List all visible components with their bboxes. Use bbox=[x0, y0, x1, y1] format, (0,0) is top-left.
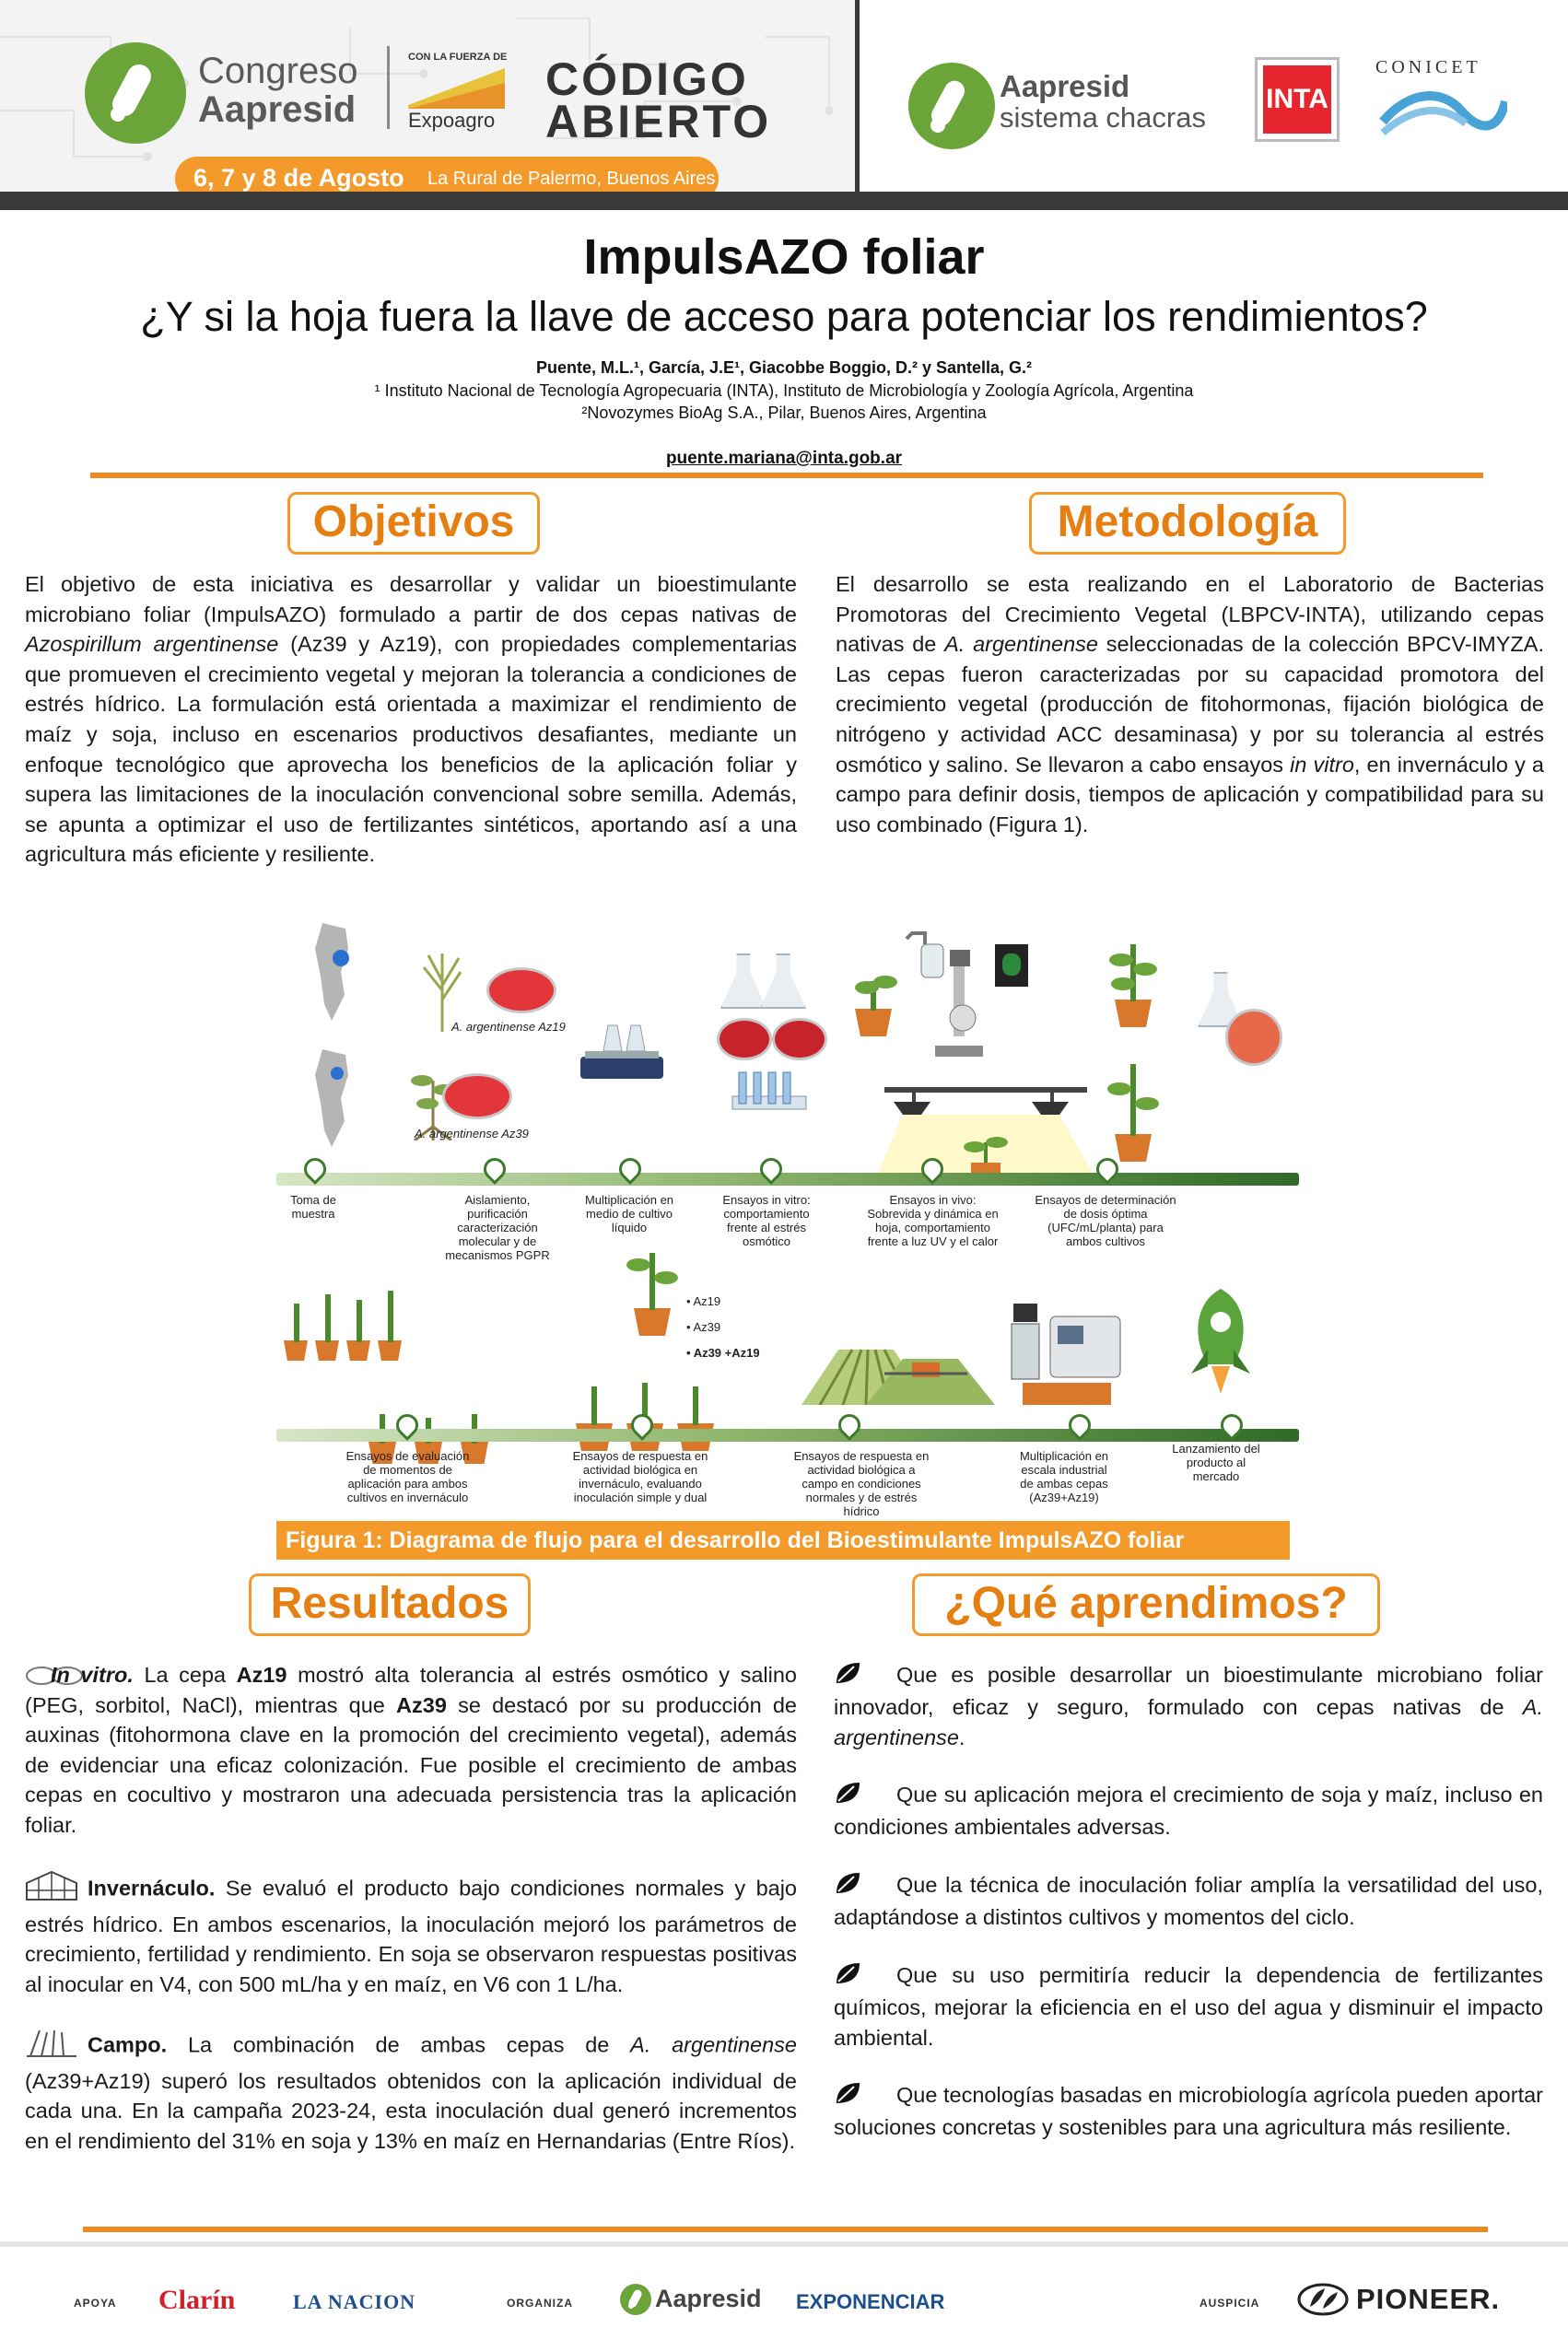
exponencial-logo: EXPONENCIAR bbox=[796, 2290, 945, 2313]
industrial-fermenter-icon bbox=[1004, 1294, 1124, 1414]
petri-dish-icon bbox=[486, 967, 556, 1013]
invitro-title: In vitro. bbox=[51, 1663, 134, 1687]
step-label: Multiplicación en escala industrial de ambas cepas (Az39+Az19) bbox=[1019, 1449, 1109, 1504]
rocket-launch-icon bbox=[1175, 1285, 1267, 1396]
inta-logo-text: INTA bbox=[1263, 65, 1331, 134]
email-link[interactable]: puente.mariana@inta.gob.ar bbox=[665, 449, 903, 468]
shaker-incubator-icon bbox=[571, 1020, 673, 1084]
dates-label: 6, 7 y 8 de Agosto bbox=[193, 164, 404, 192]
clarin-logo: Clarín bbox=[158, 2285, 236, 2315]
treatment-az39: Az39 bbox=[693, 1320, 721, 1334]
greenhouse-icon bbox=[25, 1870, 78, 1910]
aprendimos-item-text: Que su uso permitiría reducir la dependencia de fertilizantes químicos, mejorar la eficiencia en el uso del agua y disminuir el impacto ambiental. bbox=[834, 1963, 1543, 2050]
invitro-az39: Az39 bbox=[396, 1692, 447, 1717]
micrograph-image bbox=[995, 944, 1028, 987]
petri-dish-icon-5 bbox=[1225, 1009, 1282, 1066]
treatment-label: • Az19 bbox=[686, 1294, 721, 1308]
resultados-heading: Resultados bbox=[249, 1573, 531, 1636]
objetivos-heading: Objetivos bbox=[287, 492, 540, 555]
aprendimos-item bbox=[834, 1960, 1543, 2053]
metodologia-species: A. argentinense bbox=[944, 632, 1098, 657]
header-vertical-divider bbox=[855, 0, 860, 193]
header-separator bbox=[387, 46, 390, 129]
aprendimos-item bbox=[834, 1660, 1543, 1752]
petri-dish-icon-3 bbox=[717, 1018, 772, 1060]
sistema-chacras-label: sistema chacras bbox=[1000, 101, 1206, 134]
microscope-icon bbox=[926, 944, 990, 1064]
sistema-chacras-logo-icon bbox=[908, 63, 995, 149]
auspicia-label: AUSPICIA bbox=[1199, 2297, 1260, 2310]
metodologia-text-c: , en invernáculo y a campo para definir dosis, tiempos de aplicación y compatibilidad para su uso combinado (Figura 1). bbox=[836, 752, 1544, 836]
poster-header bbox=[0, 0, 1568, 210]
leaf-icon bbox=[834, 1661, 896, 1693]
aprendimos-item bbox=[834, 2080, 1543, 2143]
aprendimos-item-end: . bbox=[958, 1725, 965, 1749]
objetivos-text bbox=[25, 569, 797, 870]
metodologia-invitro: in vitro bbox=[1290, 752, 1354, 777]
leaf-icon bbox=[834, 1961, 896, 1994]
aprendimos-item-text: Que tecnologías basadas en microbiología agrícola pueden aportar soluciones concretas y sostenibles para una agricultura más resiliente. bbox=[834, 2083, 1543, 2140]
header-bottom-bar bbox=[0, 192, 1568, 210]
authors: Puente, M.L.¹, García, J.E¹, Giacobbe Boggio, D.² y Santella, G.² bbox=[535, 358, 1033, 377]
treatment-dual: Az39 +Az19 bbox=[693, 1346, 760, 1360]
step-label: Ensayos de determinación de dosis óptima (UFC/mL/planta) para ambos cultivos bbox=[1035, 1193, 1176, 1248]
step-label: Aislamiento, purificación caracterización molecular y de mecanismos PGPR bbox=[445, 1193, 550, 1262]
expoagro-label: Expoagro bbox=[408, 109, 496, 132]
flask-icon bbox=[720, 953, 766, 1009]
leaf-icon bbox=[834, 2081, 896, 2113]
congreso-label: Congreso bbox=[198, 51, 358, 91]
aapresid-footer-label: Aapresid bbox=[655, 2285, 762, 2312]
invitro-text-e: se destacó por su producción de auxinas (fitohormona clave en la promoción del crecimiento vegetal), además de evidenciar una eficaz colonización. Fue posible el crecimiento de ambas cepas en cocultivo y mostraron una adecuada persistencia tras la aplicación foliar. bbox=[25, 1692, 797, 1837]
test-tube-rack-icon bbox=[728, 1069, 811, 1115]
footer-band bbox=[0, 2241, 1568, 2247]
flask-icon-2 bbox=[760, 953, 806, 1009]
step-label: Lanzamiento del producto al mercado bbox=[1172, 1442, 1260, 1483]
title-rule bbox=[90, 473, 1483, 478]
objetivos-text-b: (Az39 y Az19), con propiedades complementarias que promueven el crecimiento vegetal y mejoran la tolerancia a condiciones de estrés hídrico. La formulación está orientada a maximizar el rendimiento de maíz y soja, incluso en escenarios productivos desafiantes, mediante un enfoque tecnológico que aprovecha los beneficios de la aplicación foliar y supera las limitaciones de la inoculación convencional sobre semilla. Además, se apunta a optimizar el uso de fertilizantes sintéticos, aportando así a una agricultura más eficiente y resiliente. bbox=[25, 632, 797, 867]
aprendimos-item bbox=[834, 1780, 1543, 1842]
resultados-invitro bbox=[25, 1660, 797, 1841]
inta-logo bbox=[1255, 57, 1340, 142]
treatment-az19: Az19 bbox=[693, 1294, 721, 1308]
affiliation-2: ²Novozymes BioAg S.A., Pilar, Buenos Aires, Argentina bbox=[581, 404, 987, 422]
step-label: Ensayos in vitro: comportamiento frente al estrés osmótico bbox=[722, 1193, 811, 1248]
abierto-label: ABIERTO bbox=[545, 96, 772, 147]
resultados-invernaculo bbox=[25, 1870, 797, 1999]
campo-species: A. argentinense bbox=[630, 2032, 797, 2057]
poster-subtitle: ¿Y si la hoja fuera la llave de acceso para potenciar los rendimientos? bbox=[140, 293, 1428, 340]
growth-chamber-icon bbox=[875, 1078, 1096, 1179]
petri-dish-icon-4 bbox=[772, 1018, 827, 1060]
con-la-fuerza-label: CON LA FUERZA DE bbox=[408, 52, 508, 63]
field-sprayer-icon bbox=[866, 1340, 995, 1405]
leaf-icon bbox=[834, 1871, 896, 1903]
top-timeline bbox=[276, 1173, 1299, 1186]
aapresid-footer-logo-icon bbox=[620, 2284, 651, 2315]
leaf-icon bbox=[834, 1781, 896, 1813]
objetivos-species: Azospirillum argentinense bbox=[25, 632, 279, 657]
aprendimos-item bbox=[834, 1870, 1543, 1933]
wheat-plant-icon bbox=[415, 944, 470, 1032]
step-label: Toma de muestra bbox=[290, 1193, 336, 1221]
aprendimos-item-text: Que la técnica de inoculación foliar amplía la versatilidad del uso, adaptándose a distintos cultivos y momentos del ciclo. bbox=[834, 1873, 1543, 1930]
aprendimos-item-italic: A. argentinense bbox=[834, 1695, 1543, 1749]
affiliation-1: ¹ Instituto Nacional de Tecnología Agropecuaria (INTA), Instituto de Microbiología y Zoología Agrícola, Argentina bbox=[374, 381, 1194, 400]
codigo-label: CÓDIGO bbox=[545, 53, 749, 105]
campo-title: Campo. bbox=[88, 2032, 168, 2057]
treatment-label: • Az39 bbox=[686, 1320, 721, 1334]
aapresid-logo-icon bbox=[85, 42, 186, 144]
invernaculo-text: Se evaluó el producto bajo condiciones normales y bajo estrés hídrico. En ambos escenarios, la inoculación mejoró los parámetros de crecimiento, fertilidad y rendimiento. En soja se observaron respuestas positivas al inocular en V4, con 500 mL/ha y en maíz, en V6 con 1 L/ha. bbox=[25, 1876, 797, 1996]
bottom-timeline bbox=[276, 1429, 1299, 1442]
aprendimos-item-text: Que es posible desarrollar un bioestimulante microbiano foliar innovador, eficaz y seguro, formulado con cepas nativas de bbox=[834, 1663, 1543, 1720]
petri-dish-icon-2 bbox=[442, 1073, 512, 1119]
strain-label-az39: A. argentinense Az39 bbox=[415, 1127, 529, 1140]
argentina-map-icon-2 bbox=[304, 1047, 359, 1149]
treatment-label: • Az39 +Az19 bbox=[686, 1346, 760, 1360]
invitro-text-a: La cepa bbox=[133, 1663, 237, 1687]
invernaculo-title: Invernáculo. bbox=[88, 1876, 216, 1901]
metodologia-text-b: seleccionadas de la colección BPCV-IMYZA. Las cepas fueron caracterizadas por su capacidad promotora del crecimiento vegetal (producción de fitohormonas, fijación biológica de nitrógeno y actividad ACC desaminasa) y por su tolerancia al estrés osmótico y salino. Se llevaron a cabo ensayos bbox=[836, 632, 1544, 777]
step-label: Ensayos de evaluación de momentos de aplicación para ambos cultivos en invernáculo bbox=[345, 1449, 470, 1504]
objetivos-text-a: El objetivo de esta iniciativa es desarrollar y validar un bioestimulante microbiano foliar (ImpulsAZO) formulado a partir de dos cepas nativas de bbox=[25, 572, 797, 626]
campo-text-c: (Az39+Az19) superó los resultados obtenidos con la aplicación individual de cada una. En la campaña 2023-24, esta inoculación dual generó incrementos en el rendimiento del 31% en soja y 13% en maíz en Hernandarias (Entre Ríos). bbox=[25, 2068, 797, 2153]
metodologia-text-a: El desarrollo se esta realizando en el Laboratorio de Bacterias Promotoras del Crecimiento Vegetal (LBPCV-INTA), utilizando cepas nativas de bbox=[836, 572, 1544, 657]
step-label: Multiplicación en medio de cultivo líquido bbox=[584, 1193, 674, 1234]
step-label: Ensayos de respuesta en actividad biológica en invernáculo, evaluando inoculación simple y dual bbox=[572, 1449, 708, 1504]
expoagro-logo-icon bbox=[408, 68, 505, 109]
apoya-label: APOYA bbox=[74, 2297, 117, 2310]
campo-text-a: La combinación de ambas cepas de bbox=[167, 2032, 631, 2057]
lanacion-logo: LA NACION bbox=[293, 2290, 416, 2313]
figure-caption-text: Figura 1: Diagrama de flujo para el desarrollo del Bioestimulante ImpulsAZO foliar bbox=[286, 1527, 1185, 1553]
argentina-map-icon bbox=[304, 921, 359, 1023]
sistema-aapresid-label: Aapresid bbox=[1000, 69, 1130, 103]
flow-diagram-figure bbox=[276, 917, 1290, 1561]
conicet-label: CONICET bbox=[1375, 57, 1481, 77]
strain-label-az19: A. argentinense Az19 bbox=[451, 1020, 566, 1034]
figure-caption bbox=[276, 1521, 1290, 1560]
invitro-az19: Az19 bbox=[236, 1663, 287, 1687]
aprendimos-heading: ¿Qué aprendimos? bbox=[912, 1573, 1380, 1636]
invitro-text-c: mostró alta tolerancia al estrés osmótico y salino (PEG, sorbitol, NaCl), mientras que bbox=[25, 1663, 797, 1717]
poster-title: ImpulsAZO foliar bbox=[583, 229, 985, 285]
field-crop-icon bbox=[25, 2027, 78, 2066]
footer-rule bbox=[83, 2227, 1488, 2232]
aprendimos-item-text: Que su aplicación mejora el crecimiento de soja y maíz, incluso en condiciones ambientales adversas. bbox=[834, 1783, 1543, 1840]
petri-dishes-icon bbox=[25, 1665, 51, 1689]
congreso-aapresid-label: Aapresid bbox=[198, 89, 357, 130]
venue-label: La Rural de Palermo, Buenos Aires bbox=[427, 169, 716, 189]
pioneer-label: PIONEER. bbox=[1356, 2283, 1501, 2315]
metodologia-text bbox=[836, 569, 1544, 839]
conicet-wave-icon bbox=[1378, 85, 1507, 138]
resultados-campo bbox=[25, 2027, 797, 2156]
step-label: Ensayos in vivo: Sobrevida y dinámica en hoja, comportamiento frente a luz UV y el calor bbox=[867, 1193, 999, 1248]
metodologia-heading: Metodología bbox=[1029, 492, 1346, 555]
organiza-label: ORGANIZA bbox=[507, 2297, 573, 2310]
step-label: Ensayos de respuesta en actividad biológica a campo en condiciones normales y de estrés hídrico bbox=[793, 1449, 930, 1518]
pioneer-logo-icon bbox=[1297, 2283, 1349, 2316]
